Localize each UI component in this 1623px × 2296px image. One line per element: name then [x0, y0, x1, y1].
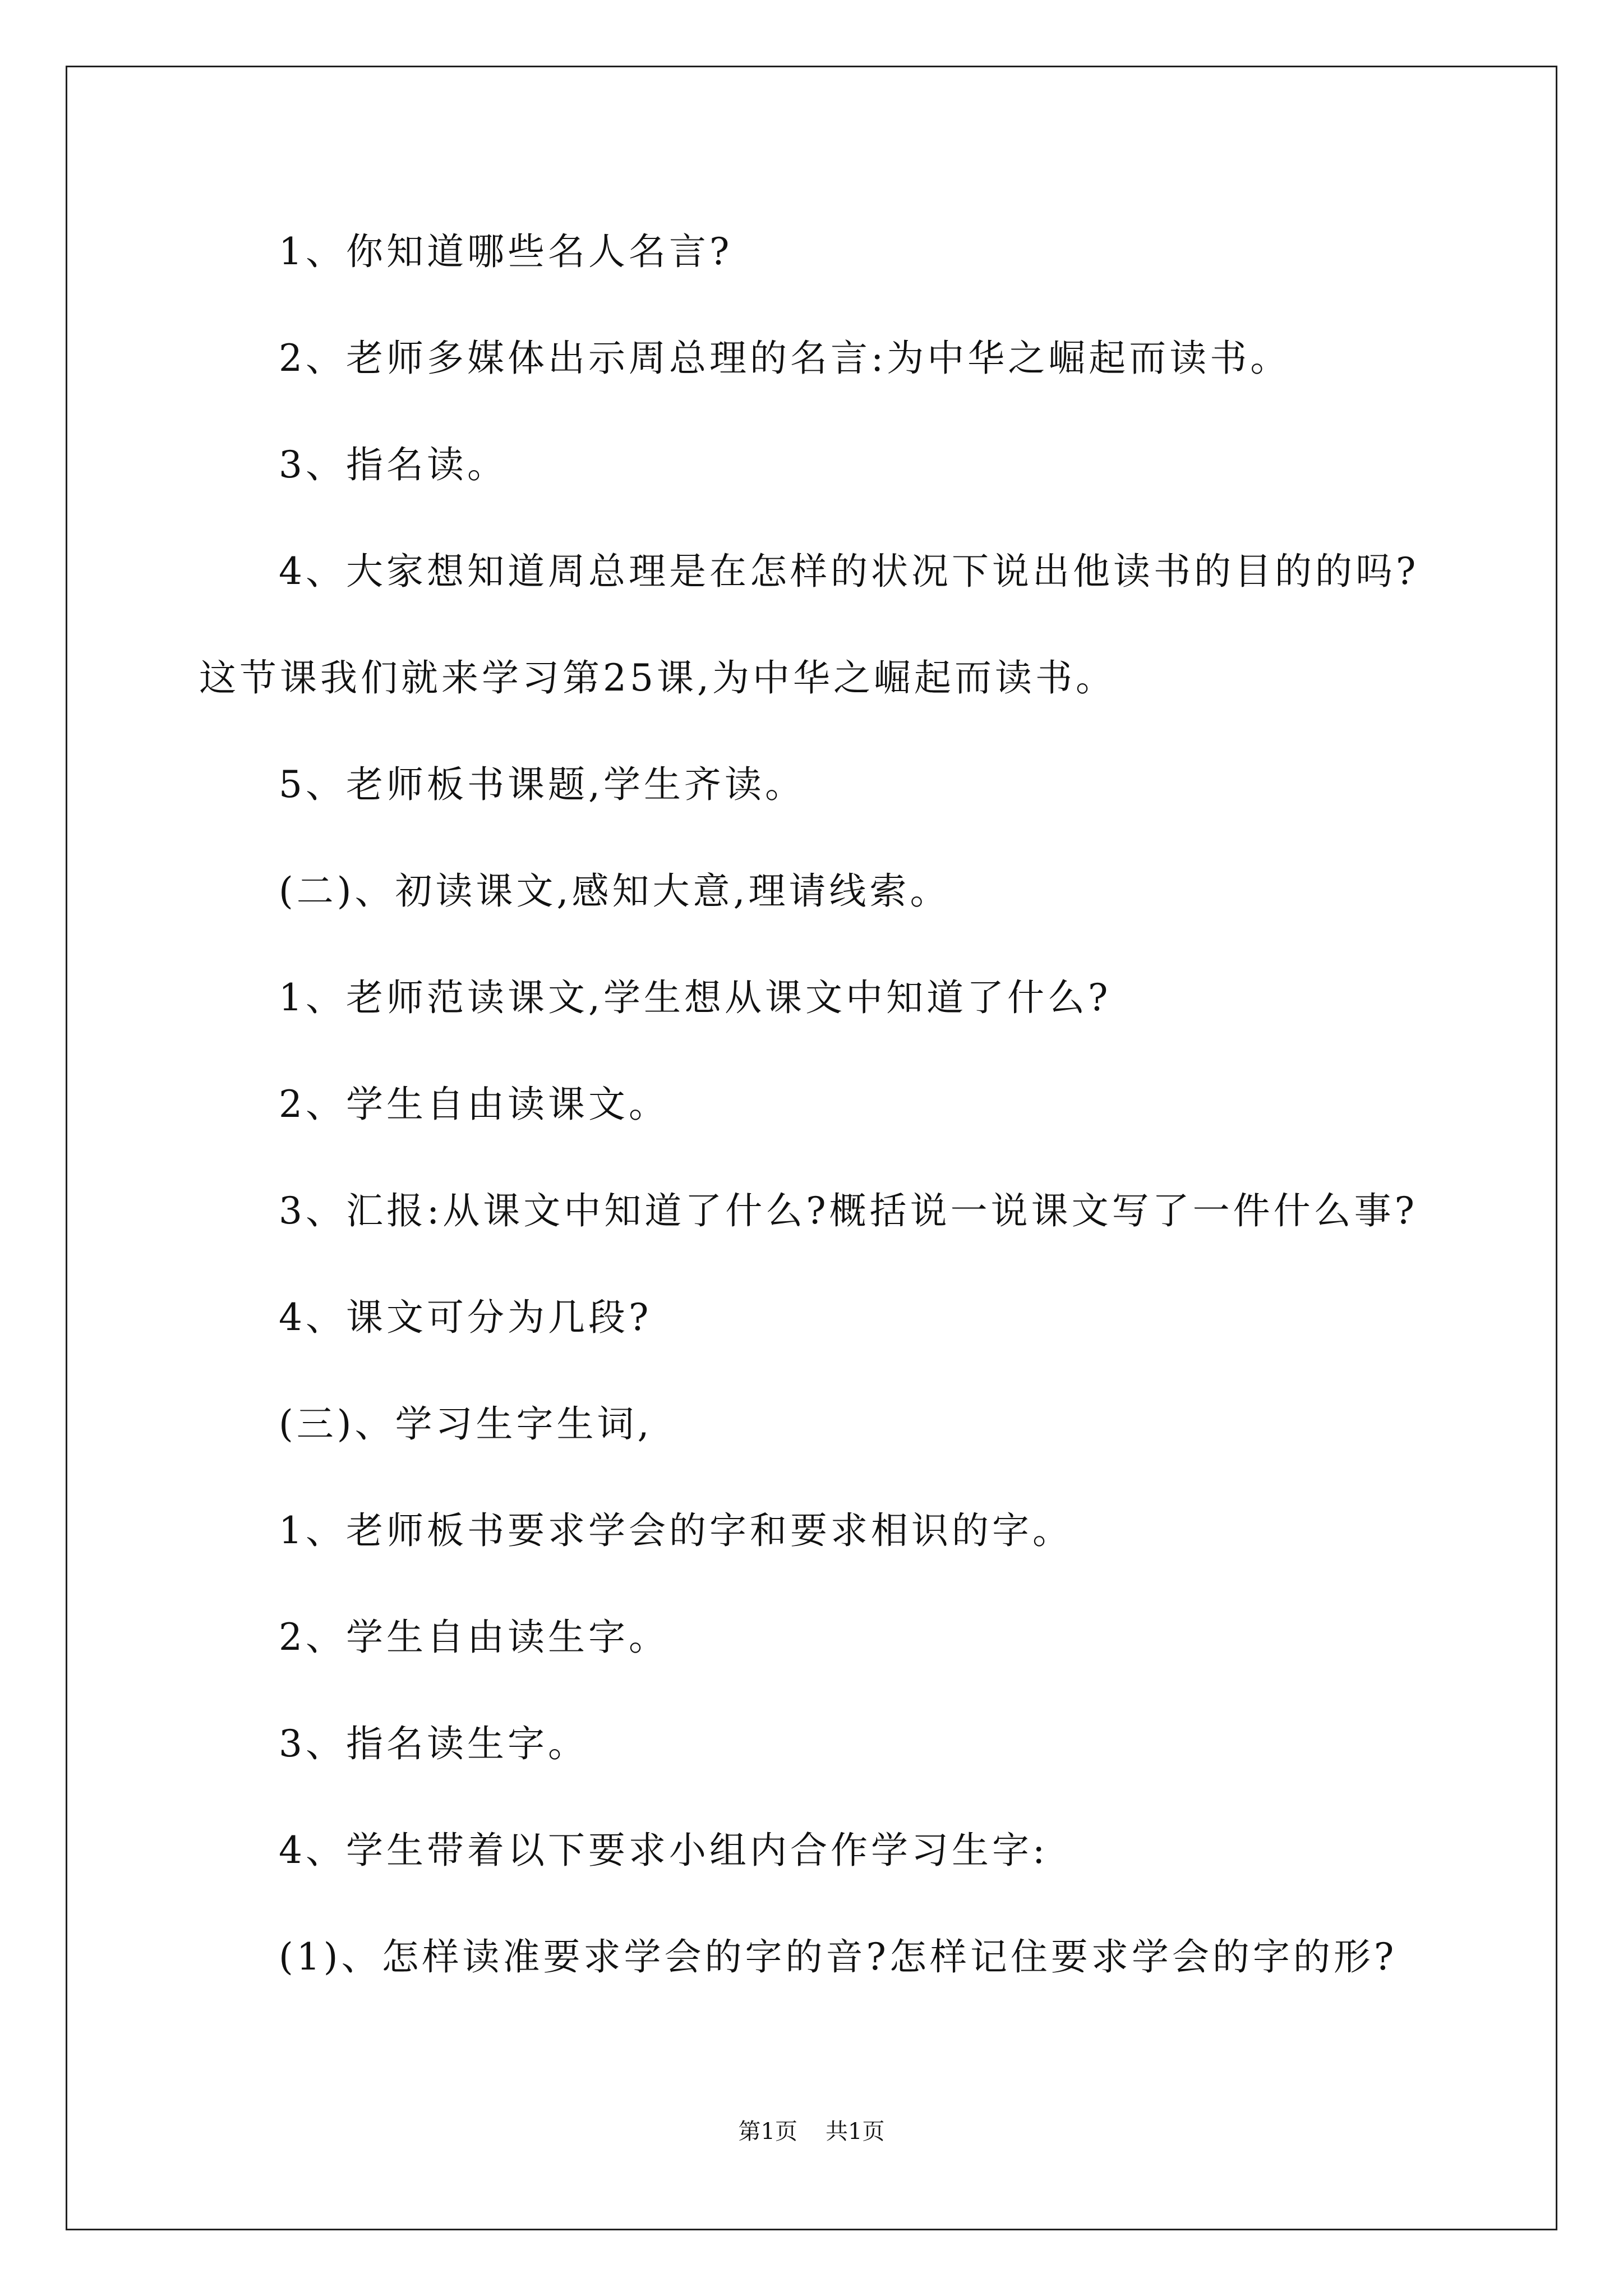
- section-heading-3: (三)、学习生字生词,: [279, 1402, 653, 1446]
- paragraph-line-8: 1、老师范读课文,学生想从课文中知道了什么?: [279, 976, 1112, 1019]
- paragraph-line-13: 1、老师板书要求学会的字和要求相识的字。: [279, 1509, 1073, 1552]
- paragraph-line-17: (1)、怎样读准要求学会的字的音?怎样记住要求学会的字的形?: [279, 1935, 1398, 1978]
- paragraph-line-15: 3、指名读生字。: [279, 1722, 588, 1765]
- paragraph-line-1: 1、你知道哪些名人名言?: [279, 230, 733, 273]
- paragraph-line-16: 4、学生带着以下要求小组内合作学习生字:: [279, 1829, 1049, 1872]
- page-border: [66, 66, 1557, 2230]
- paragraph-line-9: 2、学生自由读课文。: [279, 1083, 669, 1126]
- page-number: 第1页: [738, 2119, 797, 2145]
- paragraph-line-10: 3、汇报:从课文中知道了什么?概括说一说课文写了一件什么事?: [279, 1189, 1418, 1232]
- paragraph-line-14: 2、学生自由读生字。: [279, 1616, 669, 1659]
- paragraph-line-11: 4、课文可分为几段?: [279, 1296, 652, 1339]
- paragraph-line-5: 这节课我们就来学习第25课,为中华之崛起而读书。: [199, 656, 1116, 700]
- paragraph-line-6: 5、老师板书课题,学生齐读。: [279, 763, 805, 806]
- page-footer: [0, 2120, 1623, 2143]
- paragraph-line-2: 2、老师多媒体出示周总理的名言:为中华之崛起而读书。: [279, 337, 1291, 380]
- section-heading-2: (二)、初读课文,感知大意,理请线索。: [279, 869, 951, 913]
- paragraph-line-3: 3、指名读。: [279, 443, 508, 486]
- paragraph-line-4: 4、大家想知道周总理是在怎样的状况下说出他读书的目的的吗?: [279, 550, 1419, 593]
- page-total: 共1页: [826, 2119, 885, 2145]
